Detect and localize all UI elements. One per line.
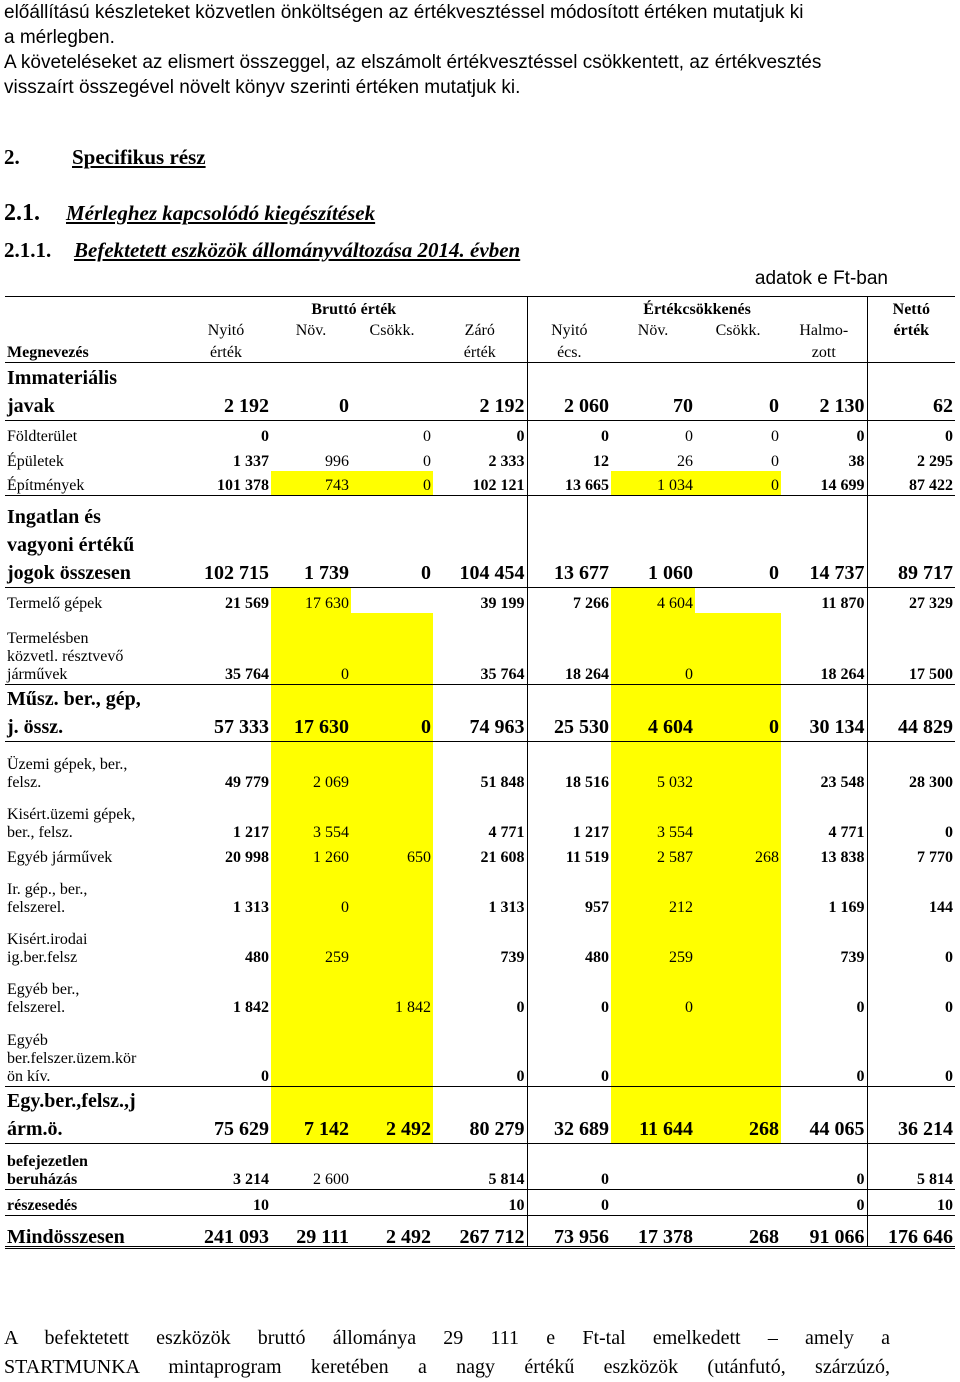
table-cell: 0 xyxy=(867,421,955,446)
row-label: részesedés xyxy=(5,1190,181,1216)
table-cell: 25 530 xyxy=(527,685,611,742)
table-cell xyxy=(351,1190,433,1216)
table-cell xyxy=(351,867,433,917)
table-cell: 73 956 xyxy=(527,1216,611,1248)
row-label: Ir. gép., ber., felszerel. xyxy=(7,880,88,916)
table-cell xyxy=(695,917,781,967)
table-cell: 101 378 xyxy=(181,471,271,496)
table-cell: 29 111 xyxy=(271,1216,351,1248)
table-cell xyxy=(271,421,351,446)
table-cell xyxy=(611,1144,695,1190)
group-header-netto: Nettó xyxy=(867,297,955,319)
table-cell: 0 xyxy=(527,967,611,1017)
table-cell: 1 842 xyxy=(233,998,269,1016)
table-cell: 35 764 xyxy=(480,666,525,683)
table-cell: 7 142 xyxy=(271,1087,351,1144)
closing-line: STARTMUNKA mintaprogram keretében a nagy értékű eszközök (utánfutó, szárzúzó, xyxy=(4,1356,890,1378)
table-cell: 104 454 xyxy=(433,496,527,588)
table-cell: 3 214 xyxy=(181,1144,271,1190)
table-cell: 18 264 xyxy=(820,666,865,683)
row-label: Kisért.üzemi gépek, ber., felsz. xyxy=(7,805,136,841)
table-cell xyxy=(695,1144,781,1190)
table-cell: 18 516 xyxy=(527,742,611,792)
table-cell: 0 xyxy=(771,452,780,470)
row-label: Üzemi gépek, ber., felsz. xyxy=(5,742,181,792)
table-cell: 70 xyxy=(611,363,695,421)
table-cell xyxy=(695,588,781,613)
table-cell: 91 066 xyxy=(781,1216,867,1248)
group-header-ertekcsokkenes: Értékcsökkenés xyxy=(527,297,867,319)
table-cell: 51 848 xyxy=(433,742,527,792)
table-cell: 4 604 xyxy=(611,685,695,742)
table-cell xyxy=(351,917,433,967)
table-cell: 27 329 xyxy=(867,588,955,613)
table-cell: 11 644 xyxy=(611,1087,695,1144)
table-cell: 0 xyxy=(527,1017,611,1087)
table-cell: 14 699 xyxy=(781,471,867,496)
row-label: Egyéb járművek xyxy=(7,848,113,866)
row-label: Immateriális javak xyxy=(5,363,181,421)
section-heading-2 xyxy=(4,145,206,170)
table-row xyxy=(5,1017,955,1087)
col-header-csokk: Csökk. xyxy=(369,321,415,339)
table-cell xyxy=(351,588,433,613)
table-cell: 32 689 xyxy=(527,1087,611,1144)
table-cell: 11 519 xyxy=(527,842,611,867)
table-cell: 259 xyxy=(611,917,695,967)
table-row xyxy=(5,496,955,588)
row-label: Termelésben közvetl. résztvevő járművek xyxy=(7,630,124,683)
row-label: Műsz. ber., gép, j. össz. xyxy=(5,685,181,742)
table-cell: 17 500 xyxy=(867,613,955,685)
table-cell: 7 266 xyxy=(527,588,611,613)
table-cell: 0 xyxy=(867,967,955,1017)
col-header-nyito-ecs: Nyitó xyxy=(527,319,611,340)
table-cell: 20 998 xyxy=(225,848,269,866)
table-cell: 21 569 xyxy=(181,588,271,613)
col-header-zott: zott xyxy=(811,344,836,361)
table-row xyxy=(5,1144,955,1190)
intro-line: a mérlegben. xyxy=(4,27,115,48)
table-cell: 1 217 xyxy=(527,792,611,842)
table-row xyxy=(5,792,955,842)
table-cell: 5 814 xyxy=(433,1144,527,1190)
table-cell xyxy=(351,792,433,842)
table-cell: 4 604 xyxy=(611,588,695,613)
table-cell: 0 xyxy=(527,1144,611,1190)
intro-paragraph xyxy=(4,0,954,100)
table-cell: 13 665 xyxy=(527,471,611,496)
table-cell xyxy=(695,613,781,685)
row-label: Egyéb ber., felszerel. xyxy=(7,980,80,1016)
table-cell: 1 313 xyxy=(488,898,525,916)
table-cell: 996 xyxy=(325,452,349,470)
table-cell: 739 xyxy=(840,948,865,966)
table-cell: 62 xyxy=(867,363,955,421)
table-cell: 3 554 xyxy=(611,792,695,842)
col-header-netto-ertek: érték xyxy=(867,319,955,340)
table-cell: 0 xyxy=(611,613,695,685)
table-cell: 39 199 xyxy=(433,588,527,613)
table-row xyxy=(5,446,955,471)
table-cell: 0 xyxy=(867,1017,955,1087)
table-cell: 17 378 xyxy=(611,1216,695,1248)
table-row xyxy=(5,917,955,967)
table-cell: 102 121 xyxy=(433,471,527,496)
table-cell: 0 xyxy=(271,363,351,421)
table-cell: 0 xyxy=(781,1190,867,1216)
table-cell: 268 xyxy=(695,842,781,867)
table-cell: 0 xyxy=(867,917,955,967)
table-row xyxy=(5,363,955,421)
col-header-nov: Növ. xyxy=(295,321,327,339)
table-cell: 4 771 xyxy=(828,823,865,841)
table-cell: 87 422 xyxy=(867,471,955,496)
table-cell: 26 xyxy=(677,452,694,470)
table-cell: 5 032 xyxy=(611,742,695,792)
table-cell: 21 608 xyxy=(480,848,525,866)
table-row xyxy=(5,1190,955,1216)
row-label: Kisért.irodai ig.ber.felsz xyxy=(7,930,88,966)
table-cell: 268 xyxy=(695,1216,781,1248)
closing-paragraph xyxy=(4,1324,890,1382)
table-cell: 259 xyxy=(271,917,351,967)
table-cell: 13 677 xyxy=(527,496,611,588)
table-cell: 38 xyxy=(848,452,865,470)
table-cell: 268 xyxy=(695,1087,781,1144)
table-cell xyxy=(351,742,433,792)
table-cell: 1 060 xyxy=(611,496,695,588)
table-cell xyxy=(611,1017,695,1087)
table-cell: 23 548 xyxy=(781,742,867,792)
table-cell: 49 779 xyxy=(181,742,271,792)
table-cell: 0 xyxy=(351,421,433,446)
table-cell xyxy=(695,1190,781,1216)
table-cell: 0 xyxy=(611,967,695,1017)
table-cell: 4 771 xyxy=(488,823,525,841)
section-number: 2.1.1. xyxy=(4,238,52,262)
table-cell: 267 712 xyxy=(433,1216,527,1248)
table-cell: 1 260 xyxy=(271,842,351,867)
row-label: Mindösszesen xyxy=(5,1216,181,1248)
col-header-nyito-ertek: érték xyxy=(210,344,242,361)
table-cell: 30 134 xyxy=(781,685,867,742)
table-cell: 0 xyxy=(695,421,781,446)
table-cell: 2 295 xyxy=(867,446,955,471)
table-cell: 44 065 xyxy=(781,1087,867,1144)
table-cell: 5 814 xyxy=(867,1144,955,1190)
table-cell: 2 069 xyxy=(271,742,351,792)
table-cell: 1 842 xyxy=(351,967,433,1017)
table-cell: 0 xyxy=(781,1144,867,1190)
table-row xyxy=(5,867,955,917)
table-cell: 1 034 xyxy=(611,471,695,496)
row-label: Földterület xyxy=(5,421,181,446)
col-header-nov-ecs: Növ. xyxy=(637,321,669,339)
table-cell: 12 xyxy=(527,446,611,471)
table-row xyxy=(5,613,955,685)
table-row xyxy=(5,742,955,792)
table-cell: 75 629 xyxy=(181,1087,271,1144)
col-header-zaro: Záró xyxy=(464,321,495,339)
table-cell xyxy=(351,1017,433,1087)
intro-line: A követeléseket az elismert összeggel, az elszámolt értékvesztéssel csökkentett, az értékvesztés xyxy=(4,52,822,73)
table-cell: 10 xyxy=(433,1190,527,1216)
table-cell: 0 xyxy=(181,421,271,446)
table-cell xyxy=(271,1017,351,1087)
table-cell: 0 xyxy=(695,685,781,742)
col-header-ecs: écs. xyxy=(527,340,611,363)
row-label: befejezetlen beruházás xyxy=(5,1144,181,1190)
table-cell: 0 xyxy=(856,998,865,1016)
unit-note: adatok e Ft-ban xyxy=(754,268,888,289)
table-row xyxy=(5,471,955,496)
table-row xyxy=(5,967,955,1017)
table-row xyxy=(5,1087,955,1144)
table-cell: 743 xyxy=(271,471,351,496)
table-cell: 44 829 xyxy=(867,685,955,742)
table-cell: 1 337 xyxy=(233,452,269,470)
table-cell: 0 xyxy=(351,471,433,496)
fixed-assets-table xyxy=(5,296,955,1249)
table-cell xyxy=(271,967,351,1017)
table-cell: 2 333 xyxy=(488,452,525,470)
table-cell xyxy=(695,792,781,842)
table-cell xyxy=(271,1190,351,1216)
table-cell xyxy=(695,742,781,792)
table-cell: 102 715 xyxy=(181,496,271,588)
table-cell xyxy=(695,867,781,917)
intro-line: előállítású készleteket közvetlen önköltségen az értékvesztéssel módosított értéken mutatjuk ki xyxy=(4,2,804,23)
table-cell: 13 838 xyxy=(820,848,865,866)
table-cell: 2 492 xyxy=(351,1087,433,1144)
col-header-halmozott: Halmo- xyxy=(799,321,849,339)
row-label: Termelő gépek xyxy=(5,588,181,613)
header-blank xyxy=(5,297,181,319)
table-cell: 480 xyxy=(527,917,611,967)
table-cell: 0 xyxy=(527,421,611,446)
table-cell: 2 587 xyxy=(611,842,695,867)
table-cell xyxy=(695,1017,781,1087)
table-cell: 18 264 xyxy=(527,613,611,685)
table-cell xyxy=(351,613,433,685)
group-header-brutto: Bruttó érték xyxy=(181,297,527,319)
table-cell: 0 xyxy=(856,1068,865,1085)
table-row xyxy=(5,421,955,446)
table-cell: 0 xyxy=(261,1068,269,1085)
section-heading-2-1 xyxy=(4,200,375,227)
table-cell: 17 630 xyxy=(271,685,351,742)
table-cell: 1 739 xyxy=(271,496,351,588)
col-header-megnevezes: Megnevezés xyxy=(7,344,89,361)
table-cell xyxy=(351,363,433,421)
table-cell: 17 630 xyxy=(271,588,351,613)
table-cell: 212 xyxy=(611,867,695,917)
row-label: Ingatlan és vagyoni értékű jogok összesen xyxy=(5,496,181,588)
table-cell: 0 xyxy=(351,496,433,588)
section-heading-2-1-1 xyxy=(4,238,520,263)
row-label: Egy.ber.,felsz.,j árm.ö. xyxy=(5,1087,181,1144)
section-number: 2. xyxy=(4,145,20,169)
table-cell: 80 279 xyxy=(433,1087,527,1144)
table-cell: 10 xyxy=(867,1190,955,1216)
table-cell: 0 xyxy=(695,363,781,421)
table-cell: 36 214 xyxy=(867,1087,955,1144)
col-header-zaro-ertek: érték xyxy=(463,344,496,361)
table-cell: 2 130 xyxy=(781,363,867,421)
table-row xyxy=(5,685,955,742)
table-cell: 739 xyxy=(500,948,525,966)
table-cell: 0 xyxy=(695,496,781,588)
table-cell: 0 xyxy=(781,421,867,446)
col-header-nyito: Nyitó xyxy=(207,321,245,339)
col-header-csokk-ecs: Csökk. xyxy=(715,321,761,339)
table-cell: 3 554 xyxy=(271,792,351,842)
table-cell: 1 169 xyxy=(828,898,865,916)
table-cell: 176 646 xyxy=(867,1216,955,1248)
table-cell: 2 192 xyxy=(181,363,271,421)
table-cell: 650 xyxy=(351,842,433,867)
section-title: Specifikus rész xyxy=(72,145,206,169)
table-cell: 1 217 xyxy=(233,823,269,841)
row-label: Építmények xyxy=(5,471,181,496)
table-cell: 35 764 xyxy=(225,666,269,683)
table-cell: 1 313 xyxy=(233,898,269,916)
table-cell: 2 060 xyxy=(527,363,611,421)
table-cell: 0 xyxy=(695,471,781,496)
table-cell: 28 300 xyxy=(867,742,955,792)
table-cell: 0 xyxy=(271,867,351,917)
table-cell: 2 492 xyxy=(351,1216,433,1248)
table-row xyxy=(5,1216,955,1248)
table-cell: 0 xyxy=(271,613,351,685)
table-cell xyxy=(351,1144,433,1190)
table-cell: 74 963 xyxy=(433,685,527,742)
section-number: 2.1. xyxy=(4,200,40,226)
table-cell: 957 xyxy=(527,867,611,917)
table-cell: 0 xyxy=(527,1190,611,1216)
table-row xyxy=(5,842,955,867)
row-label: Épületek xyxy=(7,452,64,470)
row-label: Egyéb ber.felszer.üzem.kör ön kív. xyxy=(7,1032,137,1085)
table-cell: 0 xyxy=(611,421,695,446)
section-title: Mérleghez kapcsolódó kiegészítések xyxy=(66,201,376,225)
table-cell: 2 600 xyxy=(271,1144,351,1190)
intro-line: visszaírt összegével növelt könyv szerinti értéken mutatjuk ki. xyxy=(4,77,521,98)
table-cell xyxy=(611,1190,695,1216)
table-cell: 144 xyxy=(867,867,955,917)
table-cell: 11 870 xyxy=(781,588,867,613)
table-cell: 0 xyxy=(516,1068,525,1085)
table-cell: 0 xyxy=(351,685,433,742)
table-cell: 2 192 xyxy=(433,363,527,421)
table-cell: 57 333 xyxy=(181,685,271,742)
table-cell: 7 770 xyxy=(867,842,955,867)
table-cell: 0 xyxy=(433,421,527,446)
table-cell: 10 xyxy=(181,1190,271,1216)
table-cell: 480 xyxy=(245,948,269,966)
table-cell: 0 xyxy=(423,452,431,470)
table-cell xyxy=(695,967,781,1017)
table-cell: 89 717 xyxy=(867,496,955,588)
table-cell: 0 xyxy=(516,998,525,1016)
table-cell: 14 737 xyxy=(781,496,867,588)
section-title: Befektetett eszközök állományváltozása 2014. évben xyxy=(74,238,521,262)
closing-line: A befektetett eszközök bruttó állománya 29 111 e Ft-tal emelkedett – amely a xyxy=(4,1327,890,1349)
table-cell: 0 xyxy=(867,792,955,842)
table-cell: 241 093 xyxy=(181,1216,271,1248)
table-row xyxy=(5,588,955,613)
